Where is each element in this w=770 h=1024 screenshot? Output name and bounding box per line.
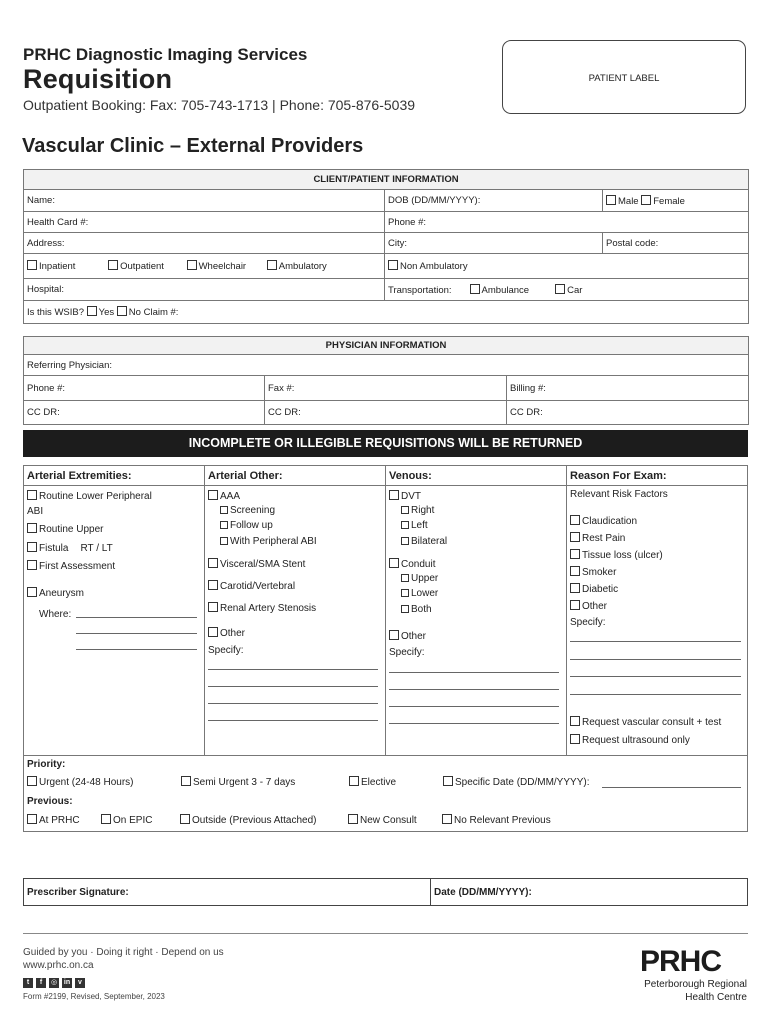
patient-label-text: PATIENT LABEL [588,73,660,84]
routine-lower-checkbox[interactable] [27,490,37,500]
fistula-checkbox[interactable] [27,542,37,552]
aneurysm-label: Aneurysm [39,588,85,599]
ambulatory-label: Ambulatory [278,261,327,272]
smoker-label: Smoker [582,567,617,578]
outside-label: Outside (Previous Attached) [192,815,317,826]
postal-field[interactable]: Postal code: [603,233,749,254]
reason-heading: Reason For Exam: [570,470,667,482]
tagline: Guided by you · Doing it right · Depend on us [23,947,224,958]
twitter-icon[interactable]: t [23,978,33,988]
name-field[interactable]: Name: [24,190,385,212]
reason-specify-line-2[interactable] [570,659,741,660]
renal-label: Renal Artery Stenosis [220,603,317,614]
dvt-right-checkbox[interactable] [401,506,409,514]
wsib-label: Is this WSIB? [27,307,85,318]
dvt-bilateral-label: Bilateral [411,536,448,547]
hospital-field[interactable]: Hospital: [24,279,385,301]
elective-label: Elective [361,777,397,788]
reason-specify-line-3[interactable] [570,676,741,677]
no-relevant-checkbox[interactable] [442,814,452,824]
screening-checkbox[interactable] [220,506,228,514]
first-assessment-label: First Assessment [39,561,116,572]
logo-caption [620,978,747,1004]
form-title: Vascular Clinic – External Providers [22,135,364,157]
linkedin-icon[interactable]: in [63,979,71,986]
new-consult-checkbox[interactable] [348,814,358,824]
tissue-loss-label: Tissue loss (ulcer) [582,550,663,561]
tissue-loss-checkbox[interactable] [570,549,580,559]
rest-pain-label: Rest Pain [582,533,626,544]
conduit-both-checkbox[interactable] [401,605,409,613]
social-icons [23,976,88,988]
visceral-label: Visceral/SMA Stent [220,559,306,570]
visceral-checkbox[interactable] [208,558,218,568]
signature-date-field[interactable]: Date (DD/MM/YYYY): [434,887,532,898]
male-checkbox[interactable] [606,195,616,205]
dob-field[interactable]: DOB (DD/MM/YYYY): [385,190,603,212]
on-epic-label: On EPIC [113,815,153,826]
form-number: Form #2199, Revised, September, 2023 [23,992,165,1001]
diabetic-label: Diabetic [582,584,619,595]
arterial-other-heading: Arterial Other: [208,470,283,482]
patient-label-box [502,40,746,114]
followup-checkbox[interactable] [220,521,228,529]
car-checkbox[interactable] [555,284,565,294]
arterial-specify-line-1[interactable] [208,669,378,670]
transport-cell [385,279,749,301]
reason-other-checkbox[interactable] [570,600,580,610]
ambulance-checkbox[interactable] [470,284,480,294]
fistula-label: Fistula [39,543,69,554]
client-info-heading: CLIENT/PATIENT INFORMATION [24,170,749,190]
claudication-checkbox[interactable] [570,515,580,525]
with-abi-label: With Peripheral ABI [230,536,317,547]
sex-cell [603,190,749,212]
signature-field[interactable]: Prescriber Signature: [27,887,129,898]
vimeo-icon[interactable]: v [75,978,85,988]
aneurysm-checkbox[interactable] [27,587,37,597]
warning-banner: INCOMPLETE OR ILLEGIBLE REQUISITIONS WILL BE RETURNED [23,430,748,457]
wsib-no-label: No [128,307,141,318]
venous-specify-line-4[interactable] [389,723,559,724]
car-label: Car [567,284,583,296]
conduit-both-label: Both [411,604,432,615]
first-assessment-checkbox[interactable] [27,560,37,570]
facebook-icon[interactable]: f [36,978,46,988]
org-name: PRHC Diagnostic Imaging Services [23,45,308,64]
dvt-left-checkbox[interactable] [401,521,409,529]
cc-dr-2-field[interactable]: CC DR: [265,401,507,425]
dvt-right-label: Right [411,505,435,516]
booking-info: Outpatient Booking: Fax: 705-743-1713 | Phone: 705-876-5039 [23,97,416,113]
venous-specify-line-3[interactable] [389,706,559,707]
urgent-checkbox[interactable] [27,776,37,786]
renal-checkbox[interactable] [208,602,218,612]
billing-field[interactable]: Billing #: [507,376,749,401]
rt-lt-label: RT / LT [80,543,113,554]
elective-checkbox[interactable] [349,776,359,786]
wsib-no-checkbox[interactable] [117,306,127,316]
conduit-lower-checkbox[interactable] [401,589,409,597]
male-label: Male [618,195,639,207]
website-link[interactable]: www.prhc.on.ca [23,960,94,971]
dvt-bilateral-checkbox[interactable] [401,537,409,545]
conduit-lower-label: Lower [411,588,439,599]
venous-other-label: Other [401,631,427,642]
consult-checkbox[interactable] [570,716,580,726]
non-ambulatory-cell [385,254,749,279]
transport-label: Transportation: [388,284,452,296]
dvt-checkbox[interactable] [389,490,399,500]
conduit-upper-label: Upper [411,573,439,584]
non-ambulatory-label: Non Ambulatory [400,261,468,272]
venous-heading: Venous: [389,470,432,482]
instagram-icon[interactable]: ◎ [50,979,58,986]
specific-date-checkbox[interactable] [443,776,453,786]
previous-heading: Previous: [27,796,73,807]
cc-dr-3-field[interactable]: CC DR: [507,401,749,425]
reason-specify-line-4[interactable] [570,694,741,695]
aaa-label: AAA [220,491,241,502]
routine-upper-label: Routine Upper [39,524,104,535]
conduit-checkbox[interactable] [389,558,399,568]
ambulatory-checkbox[interactable] [267,260,277,270]
grid-divider-1 [204,465,205,756]
physician-info-table [23,336,749,425]
carotid-checkbox[interactable] [208,580,218,590]
wsib-cell [24,301,749,324]
wheelchair-label: Wheelchair [198,261,247,272]
prhc-logo: PRHC [640,945,722,978]
arterial-specify-line-4[interactable] [208,720,378,721]
urgent-label: Urgent (24-48 Hours) [39,777,134,788]
semi-urgent-checkbox[interactable] [181,776,191,786]
abi-label: ABI [27,506,44,517]
diabetic-checkbox[interactable] [570,583,580,593]
with-abi-checkbox[interactable] [220,537,228,545]
wsib-yes-checkbox[interactable] [87,306,97,316]
conduit-upper-checkbox[interactable] [401,574,409,582]
reason-specify-line-1[interactable] [570,641,741,642]
arterial-specify-line-3[interactable] [208,703,378,704]
address-field[interactable]: Address: [24,233,385,254]
outpatient-checkbox[interactable] [108,260,118,270]
female-checkbox[interactable] [641,195,651,205]
phone-field[interactable]: Phone #: [385,212,749,233]
specific-date-line[interactable] [602,787,741,788]
new-consult-label: New Consult [360,815,417,826]
admission-cell [24,254,385,279]
signature-box [23,878,748,906]
client-info-table [23,169,749,324]
outside-checkbox[interactable] [180,814,190,824]
rest-pain-checkbox[interactable] [570,532,580,542]
consult-label: Request vascular consult + test [582,717,722,728]
reason-specify-label: Specify: [570,617,606,628]
page-title: Requisition [23,64,173,94]
reason-other-label: Other [582,601,608,612]
health-card-field[interactable]: Health Card #: [24,212,385,233]
inpatient-checkbox[interactable] [27,260,37,270]
dvt-label: DVT [401,491,421,502]
referring-physician-field[interactable]: Referring Physician: [24,355,749,376]
ultrasound-only-checkbox[interactable] [570,734,580,744]
outpatient-label: Outpatient [120,261,164,272]
ambulance-label: Ambulance [481,284,530,296]
grid-divider-3 [566,465,567,756]
arterial-specify-line-2[interactable] [208,686,378,687]
wheelchair-checkbox[interactable] [187,260,197,270]
screening-label: Screening [230,505,276,516]
at-prhc-label: At PRHC [39,815,80,826]
conduit-label: Conduit [401,559,436,570]
where-line-2[interactable] [76,633,197,634]
where-line-3[interactable] [76,649,197,650]
inpatient-label: Inpatient [39,261,76,272]
cc-dr-1-field[interactable]: CC DR: [24,401,265,425]
dvt-left-label: Left [411,520,428,531]
specific-date-label: Specific Date (DD/MM/YYYY): [455,777,590,788]
aaa-checkbox[interactable] [208,490,218,500]
city-field[interactable]: City: [385,233,603,254]
routine-lower-label: Routine Lower Peripheral [39,491,152,502]
venous-specify-label: Specify: [389,647,425,658]
carotid-label: Carotid/Vertebral [220,581,296,592]
ultrasound-only-label: Request ultrasound only [582,735,690,746]
at-prhc-checkbox[interactable] [27,814,37,824]
non-ambulatory-checkbox[interactable] [388,260,398,270]
footer-separator [23,933,748,934]
wsib-yes-label: Yes [98,307,115,318]
venous-specify-line-1[interactable] [389,672,559,673]
female-label: Female [653,195,685,207]
priority-heading: Priority: [27,759,66,770]
arterial-ext-heading: Arterial Extremities: [27,470,132,482]
followup-label: Follow up [230,520,273,531]
arterial-other-checkbox[interactable] [208,627,218,637]
physician-fax-field[interactable]: Fax #: [265,376,507,401]
semi-urgent-label: Semi Urgent 3 - 7 days [193,777,296,788]
where-label: Where: [39,609,72,620]
arterial-specify-label: Specify: [208,645,244,656]
grid-divider-2 [385,465,386,756]
no-relevant-label: No Relevant Previous [454,815,551,826]
logo-line-1: Peterborough Regional [644,979,747,990]
risk-factors-label: Relevant Risk Factors [570,489,668,500]
claudication-label: Claudication [582,516,638,527]
claim-label: Claim #: [143,307,179,318]
routine-upper-checkbox[interactable] [27,523,37,533]
smoker-checkbox[interactable] [570,566,580,576]
logo-line-2: Health Centre [685,992,747,1003]
physician-phone-field[interactable]: Phone #: [24,376,265,401]
venous-other-checkbox[interactable] [389,630,399,640]
signature-divider [430,878,431,906]
arterial-other-label: Other [220,628,246,639]
on-epic-checkbox[interactable] [101,814,111,824]
physician-heading: PHYSICIAN INFORMATION [24,337,749,355]
where-line-1[interactable] [76,617,197,618]
venous-specify-line-2[interactable] [389,689,559,690]
